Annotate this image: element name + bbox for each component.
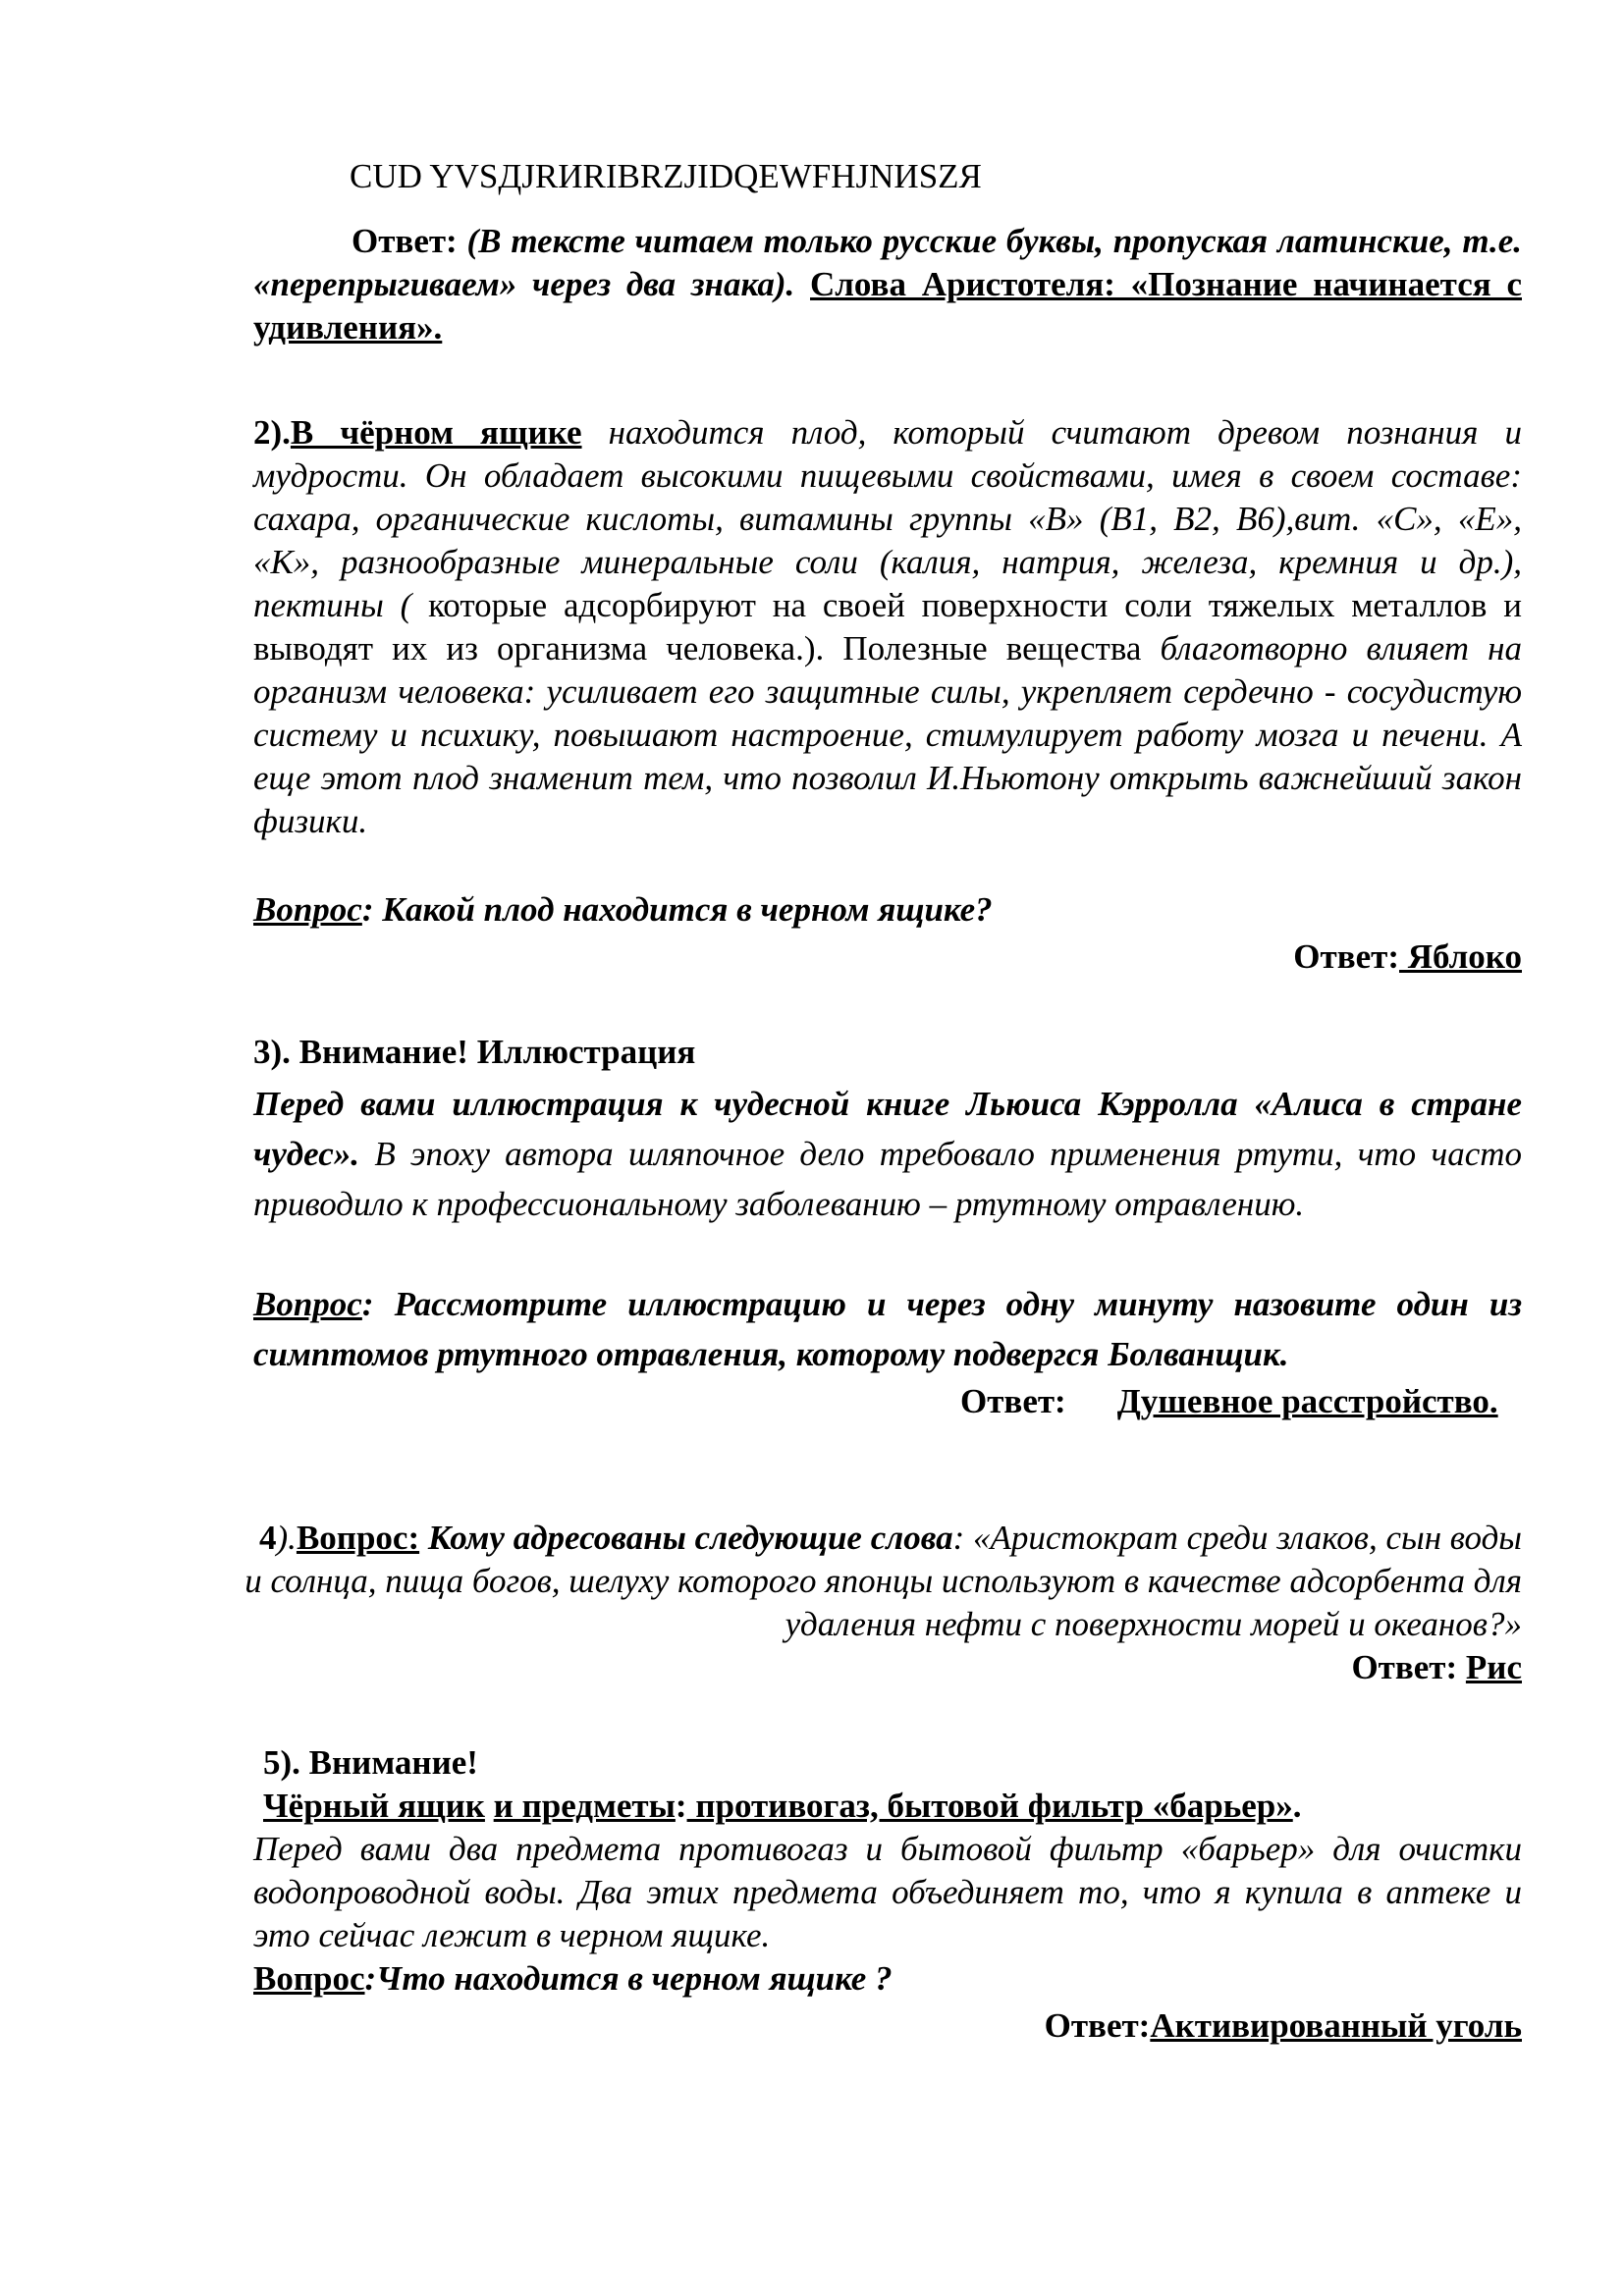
mercury-text: В эпоху автора шляпочное дело требовало применения ртути, что часто приводило к профессиональному заболеванию – ртутному отравлению.: [253, 1135, 1523, 1223]
and-items-label: и предметы: [493, 1787, 676, 1825]
section2-number: 2).: [253, 413, 291, 452]
section4-text: [236, 1517, 1522, 1646]
question-lead: Кому адресованы следующие слова: [427, 1519, 953, 1557]
section5-text: Перед вами два предмета противогаз и бытовой фильтр «барьер» для очистки водопроводной воды. Два этих предмета объединяет то, что я купила в аптеке и это сейчас лежит в черном ящике.: [253, 1830, 1522, 1954]
dot: .: [1292, 1787, 1302, 1825]
section3-question: [253, 1279, 1522, 1379]
items-list: противогаз, бытовой фильтр «барьер»: [686, 1787, 1293, 1825]
section4-number: 4: [259, 1519, 277, 1557]
answer-label: Ответ:: [1293, 937, 1399, 976]
answer-label: Ответ:: [1351, 1648, 1458, 1686]
book-intro: Перед вами иллюстрация к чудесной книге Льюиса Кэрролла «Алиса в стране чудес».: [253, 1085, 1522, 1173]
colon: :: [675, 1787, 687, 1825]
aristotle-quote: Слова Аристотеля: «Познание начинается с удивления».: [253, 265, 1522, 347]
answer-label: Ответ:: [1044, 2006, 1151, 2045]
section5-heading: 5). Внимание!: [263, 1743, 478, 1782]
question-label: Вопрос: [253, 1285, 362, 1323]
section5-answer: [253, 2004, 1522, 2048]
section1-answer: [253, 220, 1522, 349]
section5-subheading: [263, 1785, 1301, 1828]
answer-value: Активированный уголь: [1150, 2006, 1522, 2045]
section4-number-paren: ).: [276, 1519, 297, 1557]
section3-heading: 3). Внимание! Иллюстрация: [253, 1033, 696, 1071]
answer-label: Ответ:: [352, 222, 458, 260]
section2-question: [253, 888, 1522, 932]
question-text: : Рассмотрите иллюстрацию и через одну минуту назовите один из симптомов ртутного отравления, которому подвергся Болванщик.: [253, 1285, 1522, 1373]
question-label: Вопрос:: [296, 1519, 420, 1557]
section2-text: [253, 411, 1522, 843]
question-label: Вопрос: [253, 890, 362, 929]
black-box-label: Чёрный ящик: [263, 1787, 485, 1825]
answer-label: Ответ:: [960, 1382, 1066, 1420]
section5-question: [253, 1957, 1522, 2001]
section2-text-italic-1: находится плод, который считают древом познания и мудрости. Он обладает высокими пищевыми свойствами, имея в своем составе: сахара, органические кислоты, витамины группы «В» (В1, В2, В6),вит. «С», «Е», «К», разнообразные минеральные соли (калия, натрия, железа, кремния и др.), пектины (: [253, 413, 1523, 624]
section3-answer: [960, 1380, 1498, 1423]
question-label: Вопрос: [253, 1959, 365, 1998]
question-text: :Что находится в черном ящике ?: [364, 1959, 893, 1998]
cipher-explanation: (В тексте читаем только русские буквы, пропуская латинские, т.е. «перепрыгиваем» через два знака).: [253, 222, 1523, 303]
section3-intro: [253, 1079, 1522, 1229]
cipher-text: [350, 155, 982, 198]
answer-value: Душевное расстройство.: [1116, 1382, 1498, 1420]
question-text: : Какой плод находится в черном ящике?: [361, 890, 993, 929]
cipher-string: CUD YVSДJRИRIBRZJIDQEWFHJNИSZЯ: [350, 157, 982, 195]
section2-text-italic-2: благотворно влияет на организм человека: усиливает его защитные силы, укрепляет сердечно - сосудистую систему и психику, повышают настроение, стимулирует работу мозга и печени. А еще этот плод знаменит тем, что позволил И.Ньютону открыть важнейший закон физики.: [253, 629, 1522, 840]
section2-answer: [253, 935, 1522, 979]
rice-quote: : «Аристократ среди злаков, сын воды и солнца, пища богов, шелуху которого японцы используют в качестве адсорбента для удаления нефти с поверхности морей и океанов?»: [244, 1519, 1522, 1643]
section2-title: В чёрном ящике: [290, 413, 582, 452]
section2-text-normal: которые адсорбируют на своей поверхности соли тяжелых металлов и выводят их из организма человека.). Полезные вещества: [253, 586, 1522, 667]
section4-answer: [253, 1646, 1522, 1689]
answer-value: Яблоко: [1399, 937, 1522, 976]
answer-value: Рис: [1465, 1648, 1522, 1686]
